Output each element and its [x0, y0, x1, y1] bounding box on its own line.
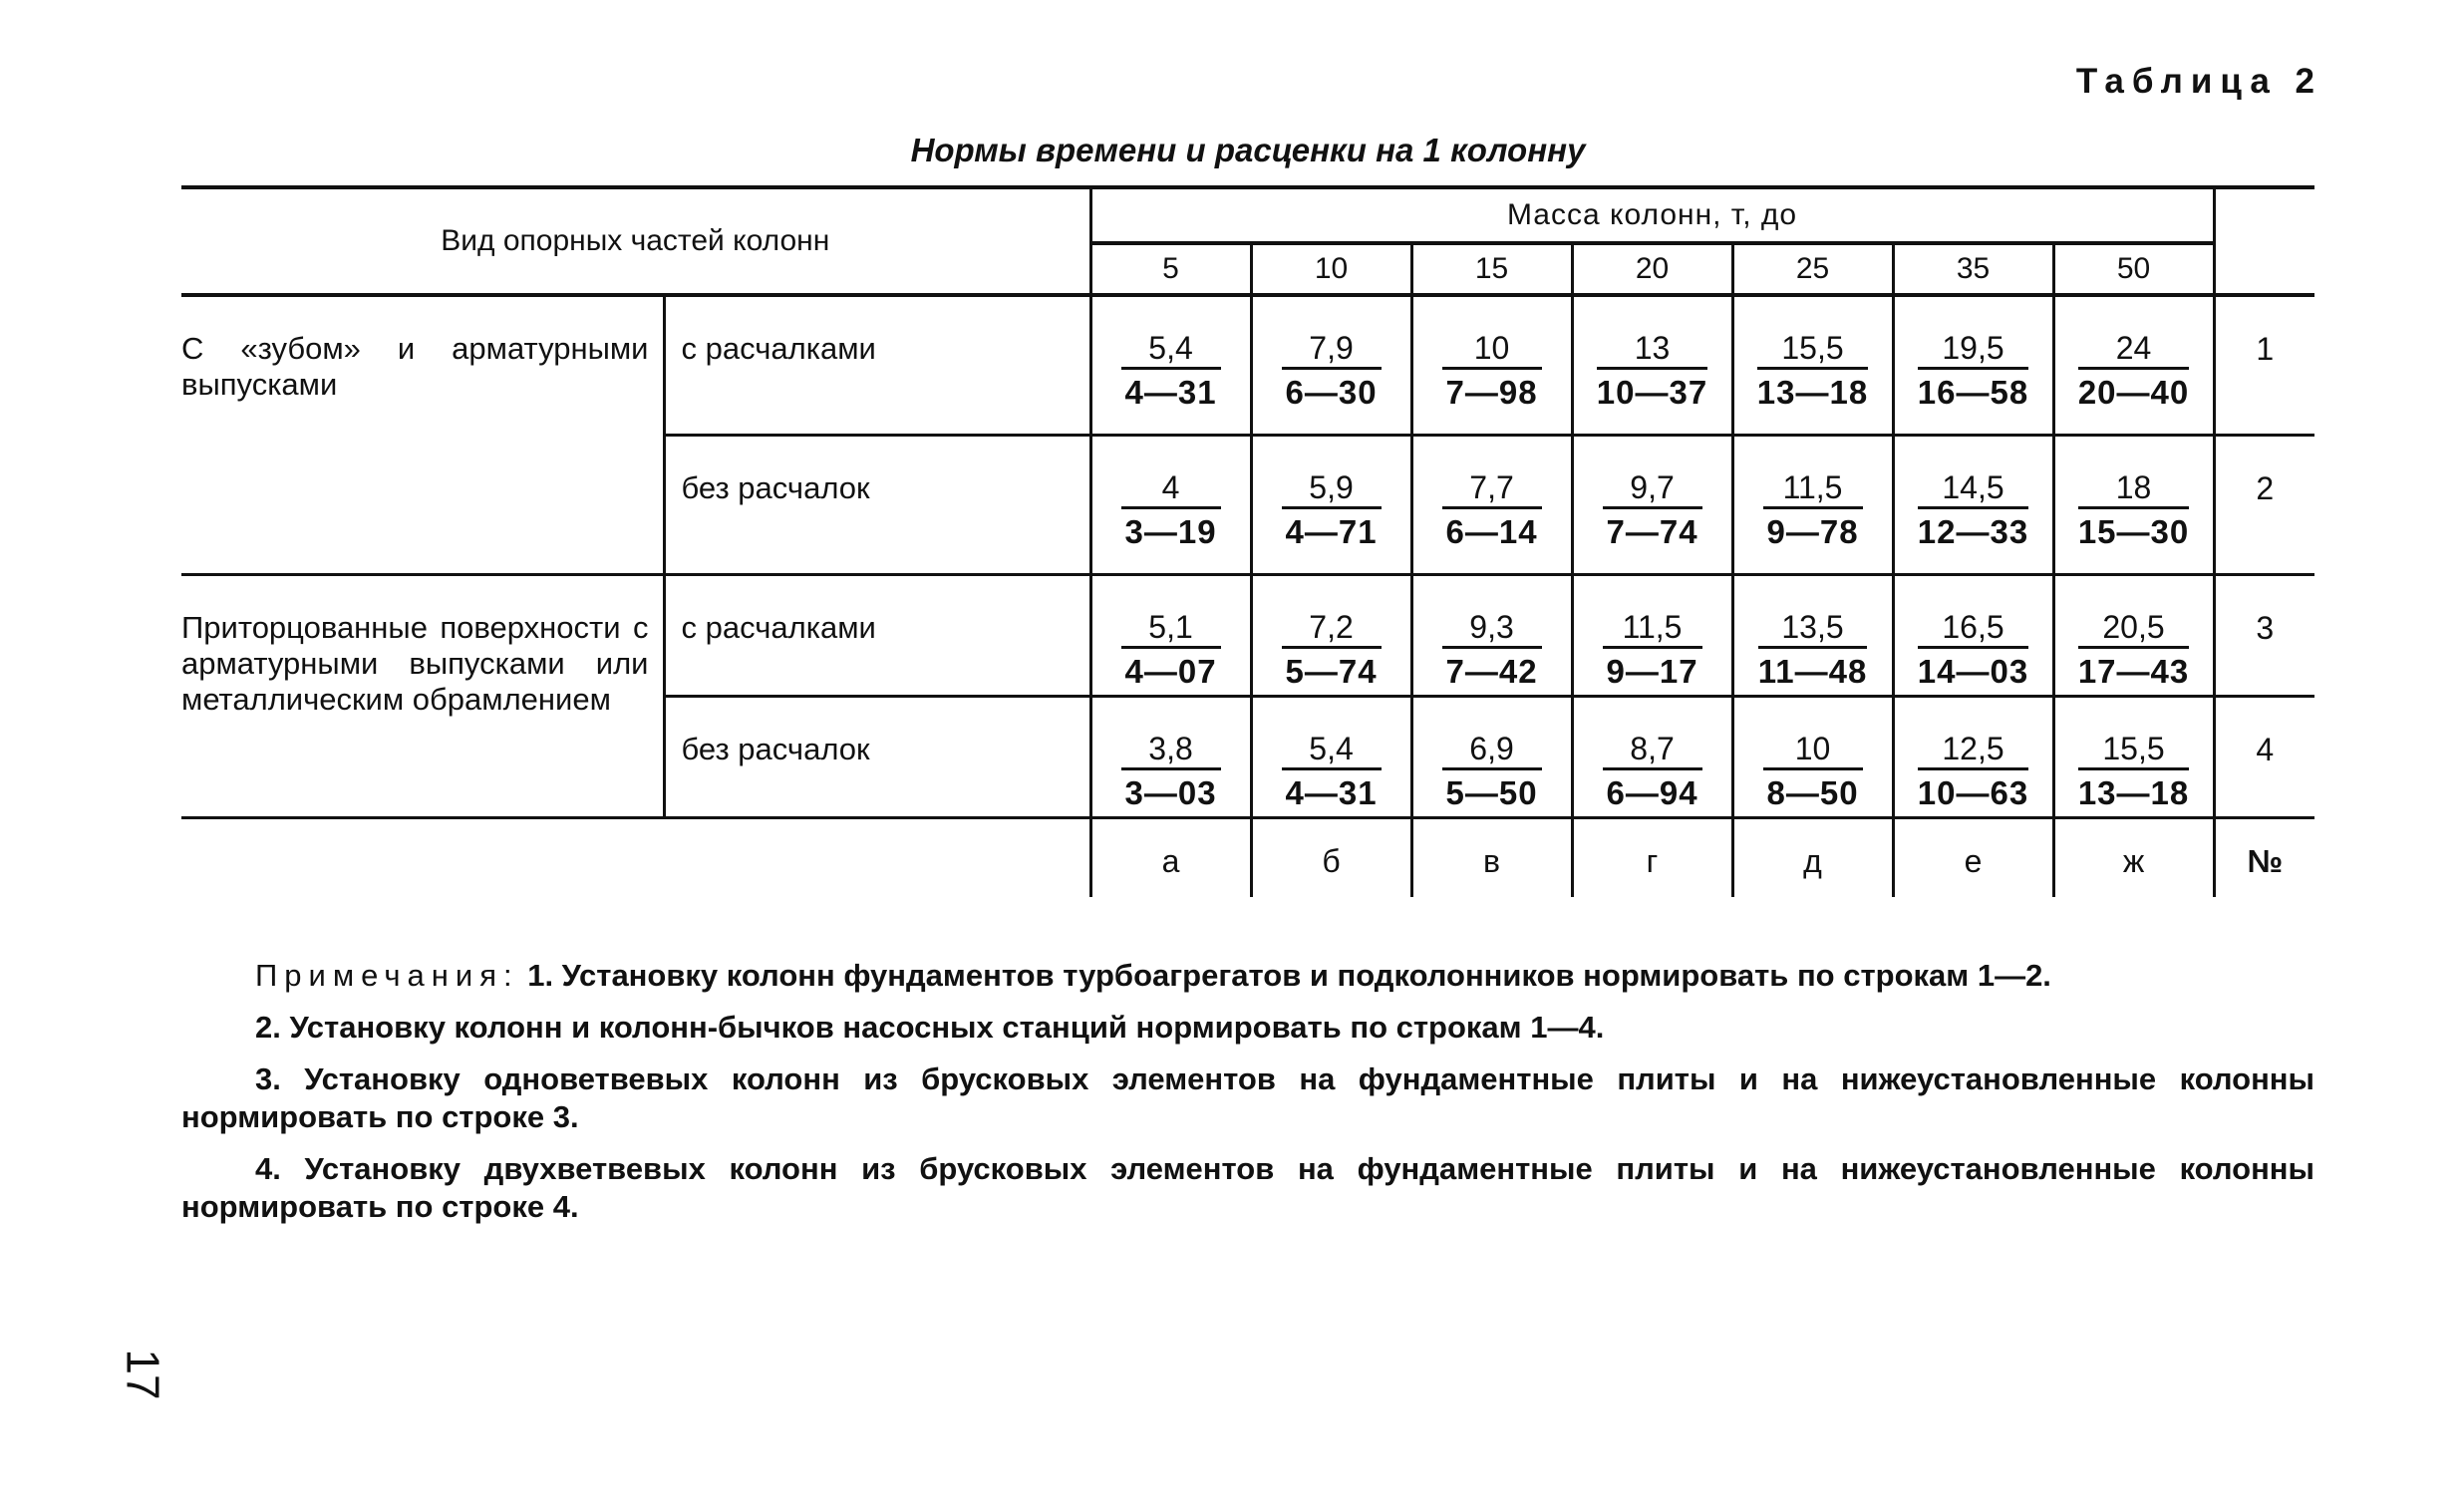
notes-block: [181, 957, 2314, 1240]
value-cell: [1251, 435, 1411, 574]
time-norm: 7,9: [1282, 331, 1382, 370]
column-letter: а: [1090, 817, 1251, 897]
fraction: [1597, 331, 1707, 412]
rate: 6—94: [1606, 773, 1698, 811]
fraction: [1757, 331, 1868, 412]
rate: 5—74: [1285, 652, 1378, 690]
time-norm: 20,5: [2078, 610, 2189, 649]
value-cell: [1732, 295, 1893, 435]
fraction: [1758, 610, 1868, 691]
fraction: [2078, 470, 2189, 551]
time-norm: 18: [2078, 470, 2189, 509]
group-label: Приторцованные поверхности с арматурными выпусками или металлическим обрамлением: [181, 574, 664, 817]
note-1: [181, 957, 2314, 995]
time-norm: 5,4: [1121, 331, 1221, 370]
rate: 9—17: [1606, 652, 1698, 690]
header-row-number-blank: [2214, 187, 2314, 295]
rate: 17—43: [2077, 652, 2190, 690]
rate: 3—19: [1124, 512, 1217, 550]
rate: 8—50: [1766, 773, 1859, 811]
fraction: [1282, 470, 1382, 551]
rate: 20—40: [2077, 374, 2190, 411]
value-cell: [1411, 295, 1572, 435]
value-cell: [1572, 435, 1732, 574]
value-cell: [1411, 574, 1572, 696]
row-number: 4: [2214, 696, 2314, 817]
fraction: [2078, 732, 2189, 812]
note-2: 2. Установку колонн и колонн-бычков насосных станций нормировать по строкам 1—4.: [255, 1010, 1605, 1045]
fraction: [2078, 331, 2189, 412]
notes-heading: Примечания:: [255, 958, 519, 993]
time-norm: 12,5: [1918, 732, 2028, 770]
time-norm: 9,7: [1603, 470, 1702, 509]
fraction: [1442, 331, 1542, 412]
fraction: [1121, 610, 1221, 691]
fraction: [2078, 610, 2189, 691]
header-mass-value: 25: [1732, 243, 1893, 295]
rate: 3—03: [1124, 773, 1217, 811]
header-mass-value: 5: [1090, 243, 1251, 295]
column-letter: в: [1411, 817, 1572, 897]
group-label: С «зубом» и арматурными выпусками: [181, 295, 664, 574]
time-norm: 10: [1442, 331, 1542, 370]
rate: 7—98: [1445, 374, 1538, 411]
table-row: [181, 574, 2314, 696]
rate: 7—42: [1445, 652, 1538, 690]
fraction: [1121, 732, 1221, 812]
rate: 14—03: [1917, 652, 2029, 690]
rate: 4—31: [1124, 374, 1217, 411]
value-cell: [1893, 295, 2053, 435]
fraction: [1282, 331, 1382, 412]
time-norm: 4: [1121, 470, 1221, 509]
header-row-top: [181, 187, 2314, 243]
page-number: 17: [117, 1349, 169, 1400]
value-cell: [1732, 574, 1893, 696]
time-norm: 13,5: [1758, 610, 1868, 649]
fraction: [1442, 470, 1542, 551]
value-cell: [1732, 435, 1893, 574]
header-mass-value: 50: [2053, 243, 2214, 295]
fraction: [1603, 470, 1702, 551]
row-number: 3: [2214, 574, 2314, 696]
value-cell: [1090, 295, 1251, 435]
note-1-text: 1. Установку колонн фундаментов турбоагрегатов и подколонников нормировать по строкам 1—2.: [527, 958, 2051, 993]
rate: 10—37: [1596, 374, 1708, 411]
rate: 4—31: [1285, 773, 1378, 811]
rate: 12—33: [1917, 512, 2029, 550]
time-norm: 24: [2078, 331, 2189, 370]
time-norm: 13: [1597, 331, 1707, 370]
column-letter: ж: [2053, 817, 2214, 897]
time-norm: 9,3: [1442, 610, 1542, 649]
header-mass-value: 10: [1251, 243, 1411, 295]
time-norm: 15,5: [2078, 732, 2189, 770]
subtype-label: без расчалок: [664, 435, 1090, 574]
rate: 15—30: [2077, 512, 2190, 550]
row-number: 2: [2214, 435, 2314, 574]
fraction: [1763, 732, 1863, 812]
rate: 7—74: [1606, 512, 1698, 550]
fraction: [1442, 610, 1542, 691]
value-cell: [2053, 574, 2214, 696]
norms-table: [181, 185, 2314, 897]
time-norm: 5,1: [1121, 610, 1221, 649]
time-norm: 3,8: [1121, 732, 1221, 770]
fraction: [1763, 470, 1863, 551]
time-norm: 7,7: [1442, 470, 1542, 509]
value-cell: [1251, 574, 1411, 696]
value-cell: [1411, 696, 1572, 817]
subtype-label: с расчалками: [664, 295, 1090, 435]
fraction: [1603, 732, 1702, 812]
time-norm: 15,5: [1757, 331, 1868, 370]
value-cell: [2053, 696, 2214, 817]
table-row: [181, 295, 2314, 435]
time-norm: 7,2: [1282, 610, 1382, 649]
column-letters-row: [181, 817, 2314, 897]
rate: 4—71: [1285, 512, 1378, 550]
time-norm: 6,9: [1442, 732, 1542, 770]
fraction: [1121, 470, 1221, 551]
rate: 6—30: [1285, 374, 1378, 411]
rate: 4—07: [1124, 652, 1217, 690]
value-cell: [1572, 696, 1732, 817]
fraction: [1918, 732, 2028, 812]
fraction: [1918, 331, 2028, 412]
rate: 6—14: [1445, 512, 1538, 550]
header-mass-value: 20: [1572, 243, 1732, 295]
value-cell: [1251, 295, 1411, 435]
note-4: 4. Установку двухветвевых колонн из брусковых элементов на фундаментные плиты и на нижеустановленные колонны нормировать по строке 4.: [181, 1151, 2314, 1224]
fraction: [1121, 331, 1221, 412]
subtype-label: с расчалками: [664, 574, 1090, 696]
value-cell: [1572, 295, 1732, 435]
footer-blank: [181, 817, 1090, 897]
time-norm: 10: [1763, 732, 1863, 770]
value-cell: [1090, 696, 1251, 817]
value-cell: [1090, 574, 1251, 696]
time-norm: 5,4: [1282, 732, 1382, 770]
row-number: 1: [2214, 295, 2314, 435]
fraction: [1918, 470, 2028, 551]
rate: 9—78: [1766, 512, 1859, 550]
rate: 13—18: [2077, 773, 2190, 811]
rate: 13—18: [1756, 374, 1869, 411]
value-cell: [1090, 435, 1251, 574]
fraction: [1603, 610, 1702, 691]
header-mass-value: 15: [1411, 243, 1572, 295]
fraction: [1282, 732, 1382, 812]
column-letter: г: [1572, 817, 1732, 897]
time-norm: 11,5: [1763, 470, 1863, 509]
header-mass-value: 35: [1893, 243, 2053, 295]
time-norm: 11,5: [1603, 610, 1702, 649]
time-norm: 19,5: [1918, 331, 2028, 370]
column-letter: б: [1251, 817, 1411, 897]
table-label: Таблица 2: [2075, 62, 2322, 101]
fraction: [1918, 610, 2028, 691]
value-cell: [2053, 295, 2214, 435]
rate: 16—58: [1917, 374, 2029, 411]
value-cell: [1893, 435, 2053, 574]
rate: 10—63: [1917, 773, 2029, 811]
column-letter: е: [1893, 817, 2053, 897]
value-cell: [1251, 696, 1411, 817]
subtype-label: без расчалок: [664, 696, 1090, 817]
value-cell: [2053, 435, 2214, 574]
fraction: [1282, 610, 1382, 691]
rate: 11—48: [1757, 652, 1868, 690]
value-cell: [1572, 574, 1732, 696]
column-letter: д: [1732, 817, 1893, 897]
table-caption: Нормы времени и расценки на 1 колонну: [910, 132, 1586, 168]
header-mass: Масса колонн, т, до: [1090, 187, 2214, 243]
time-norm: 5,9: [1282, 470, 1382, 509]
value-cell: [1732, 696, 1893, 817]
rate: 5—50: [1445, 773, 1538, 811]
note-3: 3. Установку одноветвевых колонн из брусковых элементов на фундаментные плиты и на нижеустановленные колонны нормировать по строке 3.: [181, 1061, 2314, 1134]
number-sign: №: [2247, 843, 2284, 879]
time-norm: 8,7: [1603, 732, 1702, 770]
value-cell: [1893, 696, 2053, 817]
value-cell: [1893, 574, 2053, 696]
time-norm: 16,5: [1918, 610, 2028, 649]
time-norm: 14,5: [1918, 470, 2028, 509]
fraction: [1442, 732, 1542, 812]
value-cell: [1411, 435, 1572, 574]
header-support-type: Вид опорных частей колонн: [181, 187, 1090, 295]
